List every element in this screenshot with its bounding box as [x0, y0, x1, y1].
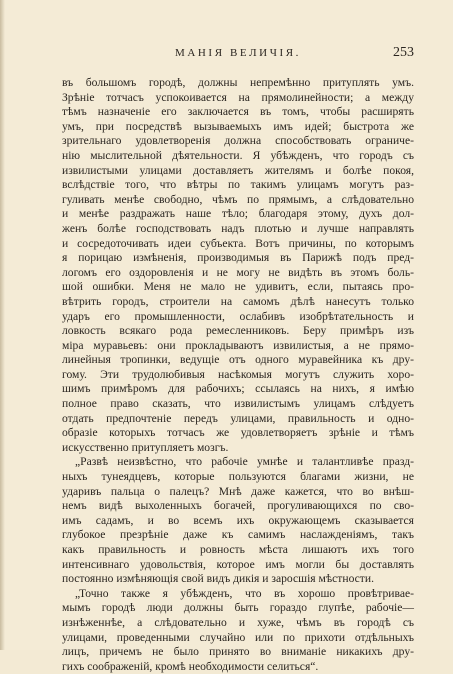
text-line: шимъ примѣромъ для рабочихъ; ссылаясь на нихъ, я имѣю [62, 382, 414, 396]
text-line: гуливать менѣе свободно, чѣмъ по прямымъ, а слѣдовательно [62, 192, 414, 206]
text-line: женъ болѣе господствовать надъ плотью и лучше направлять [62, 221, 414, 235]
text-line: зрительнаго удовлетворенія должна способствовать ограниче- [62, 134, 414, 148]
text-line: глубокое презрѣніе даже къ самимъ наслажденіямъ, такъ [62, 528, 414, 542]
text-line: „Точно также я убѣжденъ, что въ хорошо провѣтривае- [75, 586, 414, 600]
paragraph [62, 76, 414, 455]
text-line: Зрѣніе тотчасъ успокоивается на прямолинейности; а между [62, 90, 414, 104]
text-line: логомъ его оздоровленія и не могу не видѣть въ этомъ боль- [62, 265, 414, 279]
text-line: извилистыми улицами доставляетъ жителямъ и болѣе покоя, [62, 163, 414, 177]
text-line: умъ, при посредствѣ вызываемыхъ имъ идей; быстрота же [62, 119, 414, 133]
text-line: я порицаю измѣненія, производимыя въ Парижѣ подъ пред- [62, 251, 414, 265]
text-line: полное право сказать, что извилистымъ улицамъ слѣдуетъ [62, 397, 414, 411]
text-line: тѣмъ назначеніе его заключается въ томъ, чтобы расширять [62, 105, 414, 119]
text-line: ударивъ пальца о палецъ? Мнѣ даже кажется, что во внѣш- [62, 484, 414, 498]
text-line: ударъ его промышленности, ослабивъ изобрѣтательность и [62, 309, 414, 323]
page-header [62, 45, 414, 61]
text-line: улицами, проведенными случайно или по прихоти отдѣльныхъ [62, 630, 414, 644]
text-line: міра муравьевъ: они прокладываютъ извилистыя, а не прямо- [62, 338, 414, 352]
text-line: ловкость всякаго рода ремесленниковъ. Беру примѣръ изъ [62, 324, 414, 338]
text-line: и сосредоточивать идеи субъекта. Вотъ причины, по которымъ [62, 236, 414, 250]
text-line: немъ видѣ выхоленныхъ богачей, прогуливающихся по сво- [62, 499, 414, 513]
paragraph [62, 455, 414, 586]
text-line: „Развѣ неизвѣстно, что рабочіе умнѣе и талантливѣе празд- [75, 455, 414, 469]
text-line: мымъ городѣ люди должны быть гораздо глупѣе, рабочіе— [62, 601, 414, 615]
text-line: ныхъ тунеядцевъ, которые пользуются благами жизни, не [62, 470, 414, 484]
running-title: МАНІЯ ВЕЛИЧІЯ. [174, 47, 302, 59]
paragraph [62, 587, 414, 674]
text-line: образіе которыхъ тотчасъ же удовлетворяетъ зрѣніе и тѣмъ [62, 426, 414, 440]
text-line: линейныя тропинки, ведущіе отъ одного муравейника къ дру- [62, 353, 414, 367]
text-line: отдать предпочтеніе передъ улицами, правильность и одно- [62, 411, 414, 425]
text-line: гому. Эти трудолюбивыя насѣкомыя могутъ служить хоро- [62, 367, 414, 381]
text-line: шой ошибки. Меня не мало не удивитъ, если, пытаясь про- [62, 280, 414, 294]
text-line: интенсивнаго удовольствія, которое имъ могли бы доставлять [62, 557, 414, 571]
text-line: какъ правильность и ровность мѣста лишаютъ ихъ того [62, 543, 414, 556]
text-line: постоянно измѣняющія свой видъ дикія и заросшія мѣстности. [62, 572, 374, 586]
text-line: вслѣдствіе того, что вѣтры по такимъ улицамъ могутъ раз- [62, 178, 414, 192]
page-number: 253 [393, 45, 414, 60]
text-line: нію мыслительной дѣятельности. Я убѣжденъ, что городъ съ [62, 148, 414, 162]
text-line: въ большомъ городѣ, должны непремѣнно притуплять умъ. [62, 76, 414, 89]
body-text [62, 76, 414, 674]
text-line: лицъ, причемъ не было принято во вниманіе никакихъ дру- [62, 645, 414, 659]
text-line: имъ садамъ, и во всемъ ихъ окружающемъ сказывается [62, 513, 414, 527]
text-line: гихъ соображеній, кромѣ необходимости селиться“. [62, 659, 319, 673]
text-line: вѣтрить городъ, строители на самомъ дѣлѣ нанесутъ только [62, 294, 414, 308]
text-line: изнѣженнѣе, а слѣдовательно и хуже, чѣмъ въ городѣ съ [62, 615, 414, 629]
text-line: искусственно притупляетъ мозгъ. [62, 440, 229, 454]
page-spine-shadow [0, 0, 5, 650]
text-line: и менѣе раздражать наше тѣло; благодаря этому, духъ дол- [62, 207, 414, 221]
